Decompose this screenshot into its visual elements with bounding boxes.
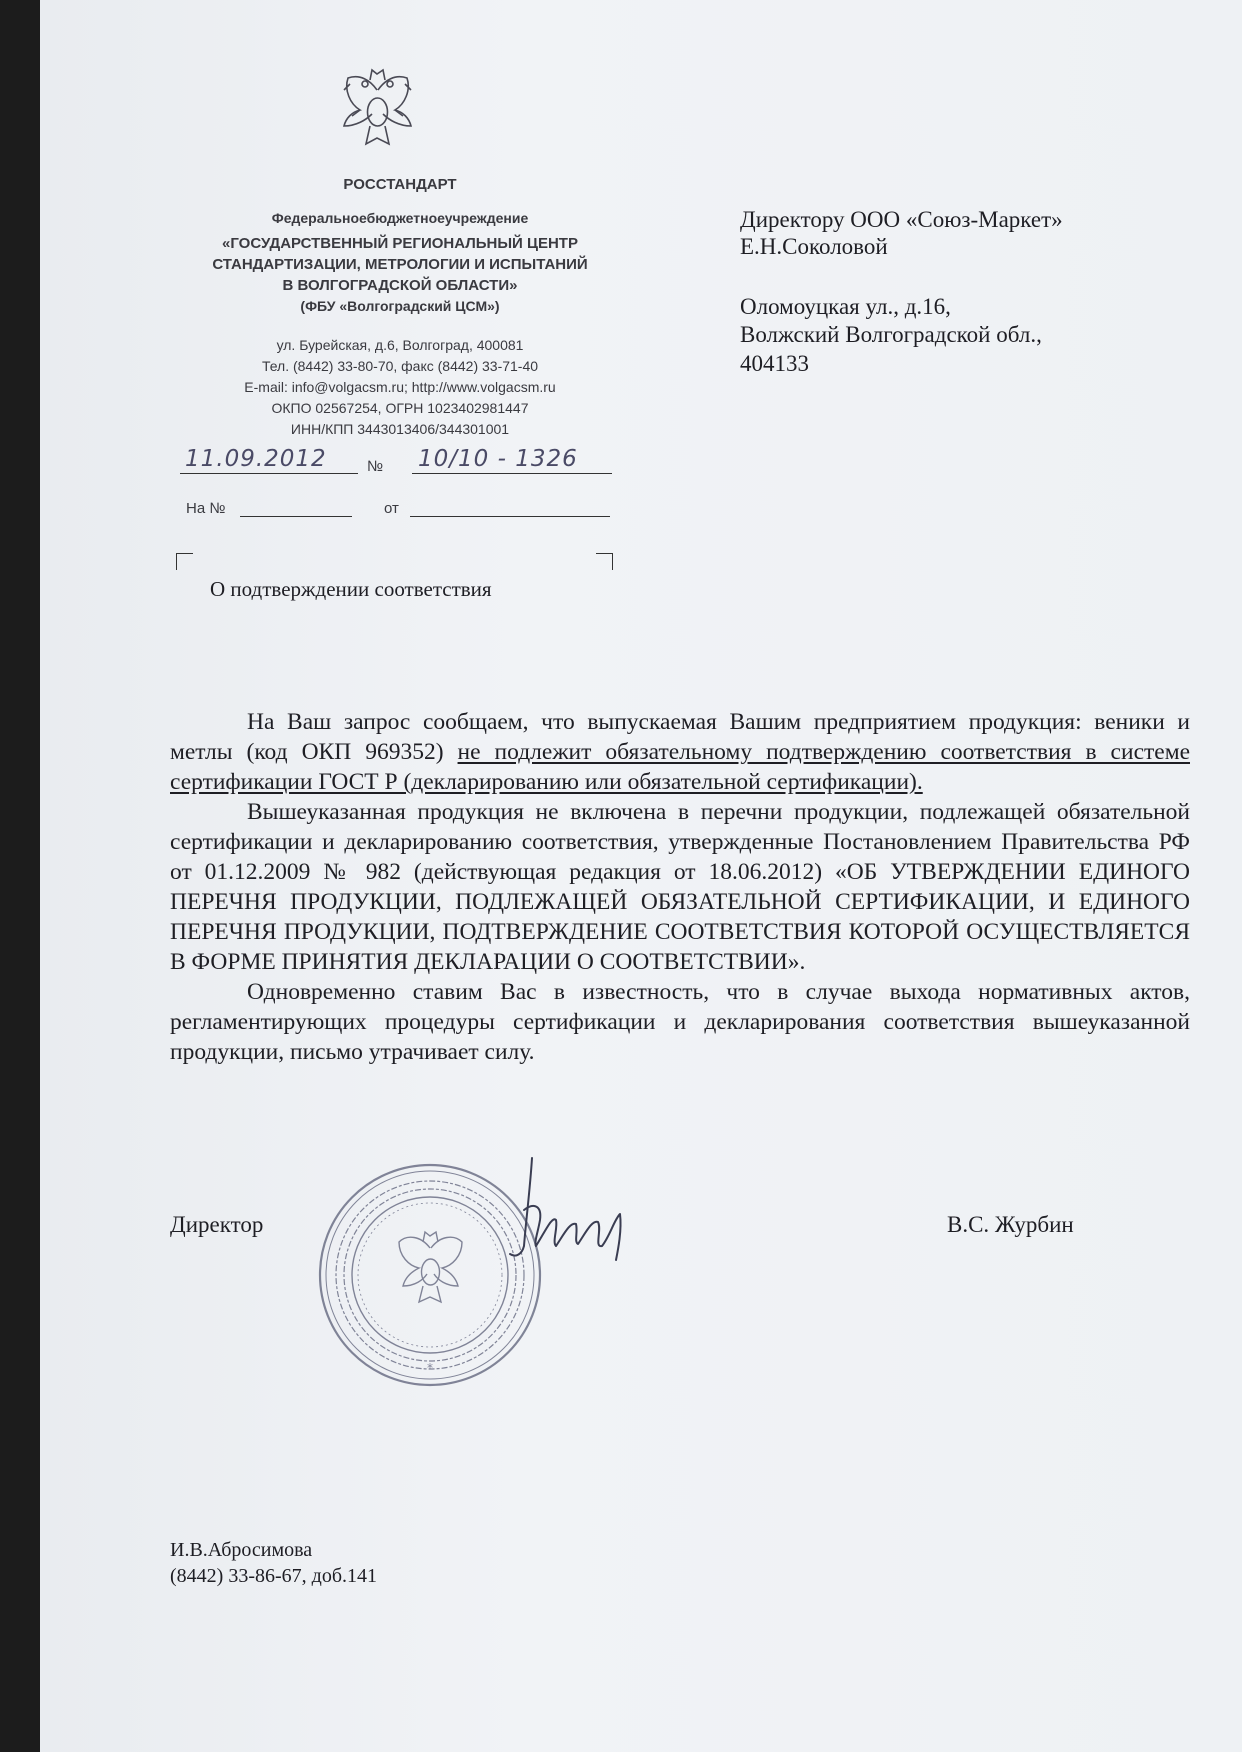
body-paragraph-1-text: На Ваш запрос сообщаем, что выпускаемая Вашим предприятием продукция: веники и метлы (код ОКП 969352) [170, 709, 1190, 765]
agency-name: РОССТАНДАРТ [343, 176, 457, 193]
outgoing-date: 11.09.2012 [185, 446, 327, 472]
signatory-name: В.С. Журбин [947, 1212, 1074, 1237]
institution-short-name: (ФБУ «Волгоградский ЦСМ») [300, 298, 500, 314]
reply-number-line [240, 516, 352, 517]
institution-name-line-3: В ВОЛГОГРАДСКОЙ ОБЛАСТИ» [282, 277, 518, 294]
coat-of-arms-emblem [330, 60, 425, 155]
letter-subject: О подтверждении соответствия [210, 577, 492, 601]
institution-name-line-2: СТАНДАРТИЗАЦИИ, МЕТРОЛОГИИ И ИСПЫТАНИЙ [212, 256, 588, 273]
executor-name: И.В.Абросимова [170, 1539, 313, 1561]
institution-type: Федеральноебюджетноеучреждение [271, 210, 529, 226]
recipient-postcode: 404133 [740, 351, 809, 376]
letter-body [170, 707, 1190, 1067]
signatory-position: Директор [170, 1212, 264, 1237]
subject-bracket-left [176, 553, 193, 570]
svg-text:*: * [427, 1361, 433, 1375]
date-underline [180, 473, 358, 474]
body-paragraph-3: Одновременно ставим Вас в известность, что в случае выхода нормативных актов, регламентирующих процедуры сертификации и декларирования соответствия вышеуказанной продукции, письмо утрачивает силу. [170, 979, 1190, 1065]
institution-phone: Тел. (8442) 33-80-70, факс (8442) 33-71-40 [261, 358, 539, 374]
executor-phone: (8442) 33-86-67, доб.141 [170, 1565, 377, 1587]
body-paragraph-1 [170, 707, 1190, 797]
recipient-title: Директору ООО «Союз-Маркет» [740, 207, 1063, 232]
number-label: № [367, 458, 384, 475]
reply-number-label: На № [186, 500, 226, 517]
handwritten-signature [490, 1150, 650, 1270]
institution-okpo: ОКПО 02567254, ОГРН 1023402981447 [271, 400, 529, 416]
subject-bracket-right [596, 553, 613, 570]
outgoing-number: 10/10 - 1326 [418, 446, 578, 472]
institution-name-line-1: «ГОСУДАРСТВЕННЫЙ РЕГИОНАЛЬНЫЙ ЦЕНТР [222, 235, 578, 252]
institution-email: E-mail: info@volgacsm.ru; http://www.volgacsm.ru [244, 379, 556, 395]
recipient-city: Волжский Волгоградской обл., [740, 322, 1042, 347]
body-paragraph-1-underlined: не подлежит обязательному подтверждению соответствия в системе сертификации ГОСТ Р (декларированию или обязательной сертификации). [170, 739, 1190, 795]
number-underline [412, 473, 612, 474]
reply-from-label: от [384, 500, 399, 517]
body-paragraph-2: Вышеуказанная продукция не включена в перечни продукции, подлежащей обязательной сертификации и декларированию соответствия, утвержденные Постановлением Правительства РФ от 01.12.2009 № 982 (действующая редакция от 18.06.2012) «ОБ УТВЕРЖДЕНИИ ЕДИНОГО ПЕРЕЧНЯ ПРОДУКЦИИ, ПОДЛЕЖАЩЕЙ ОБЯЗАТЕЛЬНОЙ СЕРТИФИКАЦИИ, И ЕДИНОГО ПЕРЕЧНЯ ПРОДУКЦИИ, ПОДТВЕРЖДЕНИЕ СООТВЕТСТВИЯ КОТОРОЙ ОСУЩЕСТВЛЯЕТСЯ В ФОРМЕ ПРИНЯТИЯ ДЕКЛАРАЦИИ О СООТВЕТСТВИИ». [170, 799, 1190, 975]
reply-from-line [410, 516, 610, 517]
recipient-street: Оломоуцкая ул., д.16, [740, 294, 951, 319]
institution-address: ул. Бурейская, д.6, Волгоград, 400081 [276, 337, 524, 353]
document-page [40, 0, 1242, 1752]
institution-inn: ИНН/КПП 3443013406/344301001 [290, 421, 510, 437]
recipient-name: Е.Н.Соколовой [740, 234, 888, 259]
